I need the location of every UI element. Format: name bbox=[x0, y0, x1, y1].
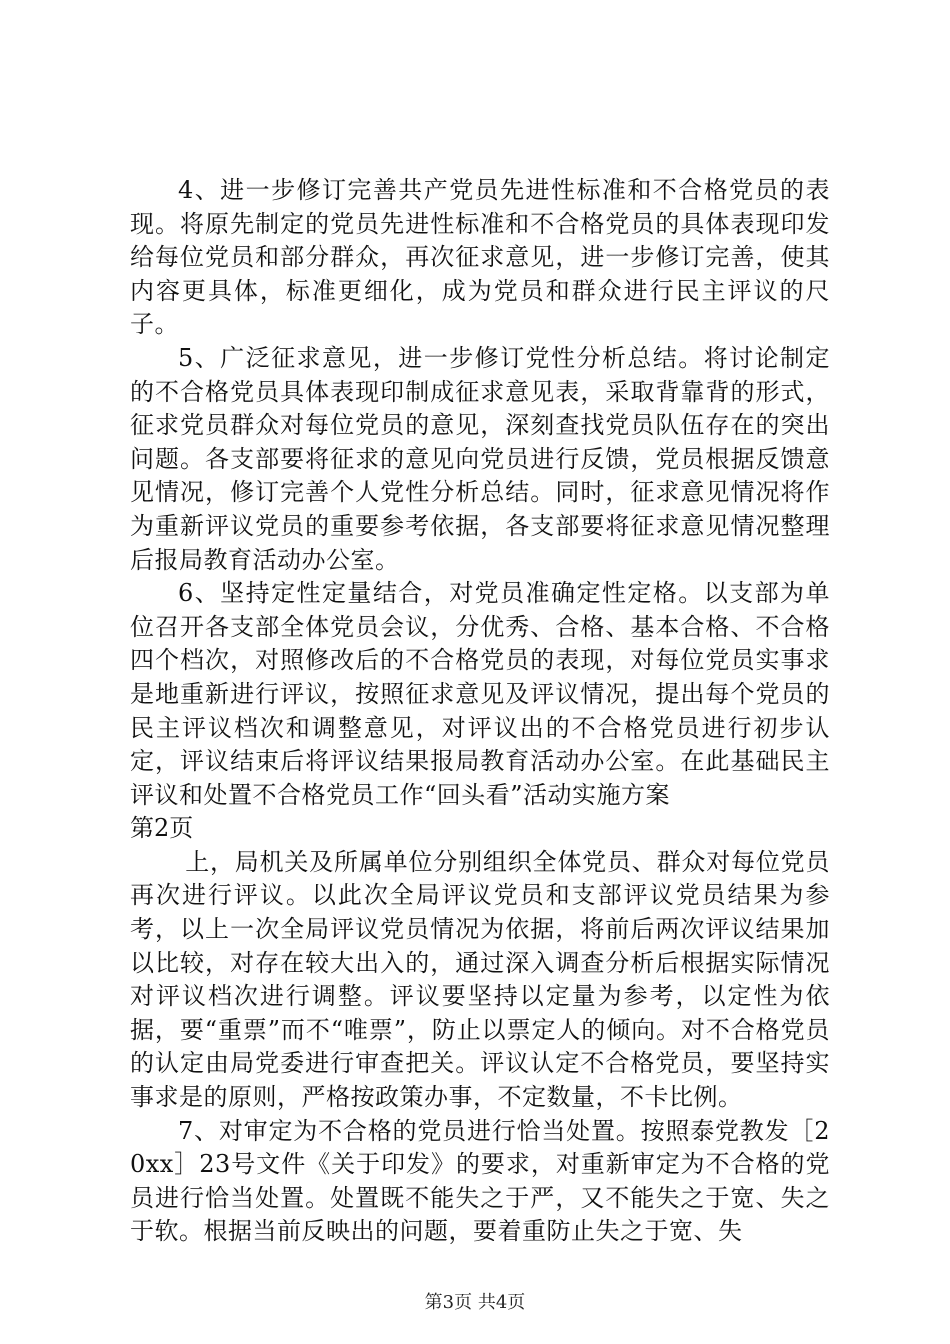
paragraph-item-5: 5、广泛征求意见，进一步修订党性分析总结。将讨论制定的不合格党员具体表现印制成征求意见表，采取背靠背的形式，征求党员群众对每位党员的意见，深刻查找党员队伍存在的突出问题。各支部要将征求的意见向党员进行反馈，党员根据反馈意见情况，修订完善个人党性分析总结。同时，征求意见情况将作为重新评议党员的重要参考依据，各支部要将征求意见情况整理后报局教育活动办公室。 bbox=[130, 343, 830, 574]
continuation-paragraph: 上，局机关及所属单位分别组织全体党员、群众对每位党员再次进行评议。以此次全局评议党员和支部评议党员结果为参考，以上一次全局评议党员情况为依据，将前后两次评议结果加以比较，对存在较大出入的，通过深入调查分析后根据实际情况对评议档次进行调整。评议要坚持以定量为参考，以定性为依据，要“重票”而不“唯票”，防止以票定人的倾向。对不合格党员的认定由局党委进行审查把关。评议认定不合格党员，要坚持实事求是的原则，严格按政策办事，不定数量，不卡比例。 bbox=[130, 847, 830, 1112]
inline-page-label: 第2页 bbox=[130, 814, 194, 843]
paragraph-item-7: 7、对审定为不合格的党员进行恰当处置。按照泰党教发［20xx］23号文件《关于印发》的要求，对重新审定为不合格的党员进行恰当处置。处置既不能失之于严，又不能失之于宽、失之于软。根据当前反映出的问题，要着重防止失之于宽、失 bbox=[130, 1116, 830, 1246]
document-body bbox=[130, 174, 830, 1249]
page-footer: 第3页 共4页 bbox=[424, 1292, 526, 1313]
paragraph-item-6: 6、坚持定性定量结合，对党员准确定性定格。以支部为单位召开各支部全体党员会议，分优秀、合格、基本合格、不合格四个档次，对照修改后的不合格党员的表现，对每位党员实事求是地重新进行评议，按照征求意见及评议情况，提出每个党员的民主评议档次和调整意见，对评议出的不合格党员进行初步认定，评议结束后将评议结果报局教育活动办公室。在此基础民主评议和处置不合格党员工作“回头看”活动实施方案 bbox=[130, 579, 830, 809]
paragraph-item-4: 4、进一步修订完善共产党员先进性标准和不合格党员的表现。将原先制定的党员先进性标准和不合格党员的具体表现印发给每位党员和部分群众，再次征求意见，进一步修订完善，使其内容更具体，标准更细化，成为党员和群众进行民主评议的尺子。 bbox=[130, 176, 830, 339]
